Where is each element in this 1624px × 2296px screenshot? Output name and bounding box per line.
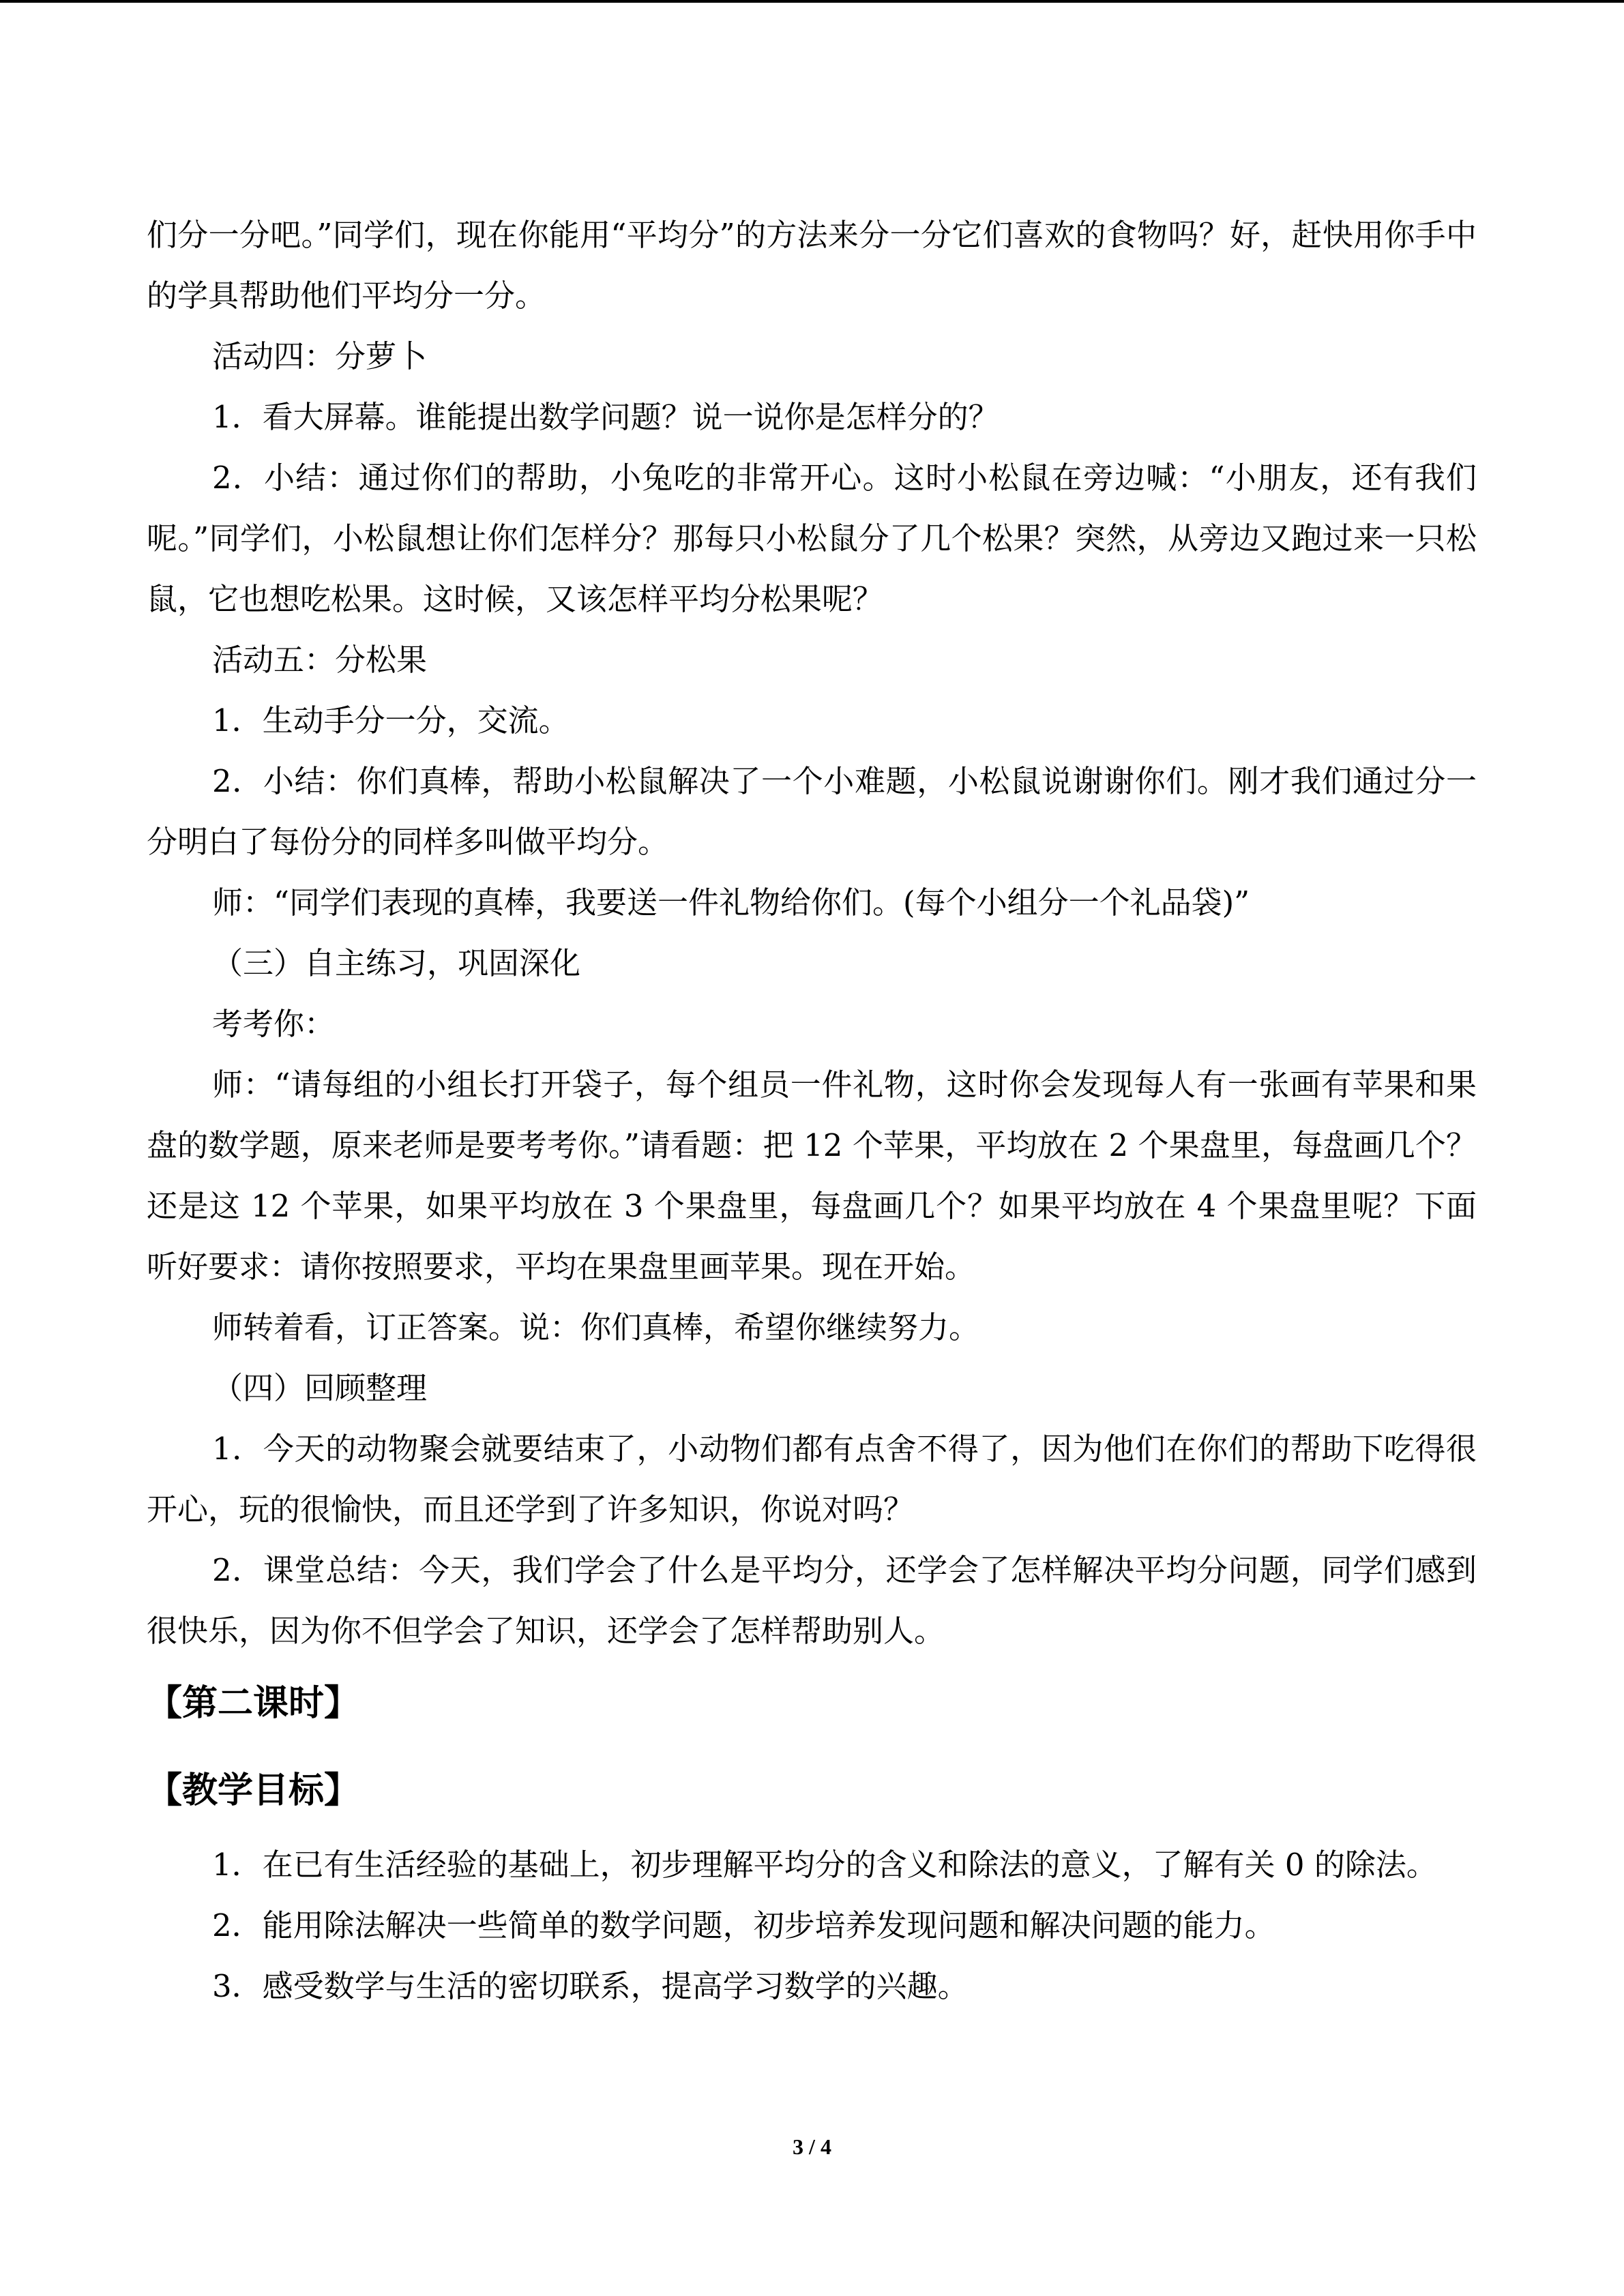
paragraph: （三）自主练习，巩固深化: [212, 945, 581, 981]
paragraph: 1．看大屏幕。谁能提出数学问题？说一说你是怎样分的？: [212, 399, 999, 435]
paragraph-group-top: [147, 205, 1477, 1661]
paragraph: 活动四：分萝卜: [212, 338, 428, 374]
paragraph: 2．能用除法解决一些简单的数学问题，初步培养发现问题和解决问题的能力。: [212, 1907, 1275, 1943]
paragraph: 考考你：: [212, 1006, 336, 1042]
paragraph: 1．生动手分一分，交流。: [212, 702, 570, 739]
paragraph: （四）回顾整理: [212, 1370, 428, 1406]
paragraph: 1．在已有生活经验的基础上，初步理解平均分的含义和除法的意义，了解有关 0 的除法。: [212, 1847, 1437, 1883]
paragraph: 们分一分吧。”同学们，现在你能用“平均分”的方法来分一分它们喜欢的食物吗？好，赶快用你手中的学具帮助他们平均分一分。: [147, 217, 1477, 314]
page-number: 3 / 4: [793, 2134, 831, 2159]
paragraph: 师转着看，订正答案。说：你们真棒，希望你继续努力。: [212, 1309, 980, 1345]
document-body: [147, 205, 1477, 2016]
paragraph: 师：“同学们表现的真棒，我要送一件礼物给你们。(每个小组分一个礼品袋)”: [212, 884, 1250, 921]
page-top-border: [0, 0, 1624, 3]
paragraph: 2．课堂总结：今天，我们学会了什么是平均分，还学会了怎样解决平均分问题，同学们感到很快乐，因为你不但学会了知识，还学会了怎样帮助别人。: [147, 1552, 1477, 1649]
paragraph: 活动五：分松果: [212, 642, 428, 678]
paragraph: 2．小结：你们真棒，帮助小松鼠解决了一个小难题，小松鼠说谢谢你们。刚才我们通过分一分明白了每份分的同样多叫做平均分。: [147, 763, 1477, 860]
paragraph-group-objectives: [147, 1834, 1477, 2016]
paragraph: 2．小结：通过你们的帮助，小兔吃的非常开心。这时小松鼠在旁边喊：“小朋友，还有我们呢。”同学们，小松鼠想让你们怎样分？那每只小松鼠分了几个松果？突然，从旁边又跑过来一只松鼠，它也想吃松果。这时候，又该怎样平均分松果呢？: [147, 460, 1477, 617]
section-heading-objectives: 【教学目标】: [147, 1770, 360, 1811]
paragraph: 师：“请每组的小组长打开袋子，每个组员一件礼物，这时你会发现每人有一张画有苹果和果盘的数学题，原来老师是要考考你。”请看题：把 12 个苹果，平均放在 2 个果盘里，每盘画几个？还是这 12 个苹果，如果平均放在 3 个果盘里，每盘画几个？如果平均放在 4 个果盘里呢？下面听好要求：请你按照要求，平均在果盘里画苹果。现在开始。: [147, 1067, 1477, 1285]
paragraph: 3．感受数学与生活的密切联系，提高学习数学的兴趣。: [212, 1968, 969, 2004]
section-heading-lesson: 【第二课时】: [147, 1683, 360, 1724]
paragraph: 1．今天的动物聚会就要结束了，小动物们都有点舍不得了，因为他们在你们的帮助下吃得很开心，玩的很愉快，而且还学到了许多知识，你说对吗？: [147, 1431, 1477, 1527]
